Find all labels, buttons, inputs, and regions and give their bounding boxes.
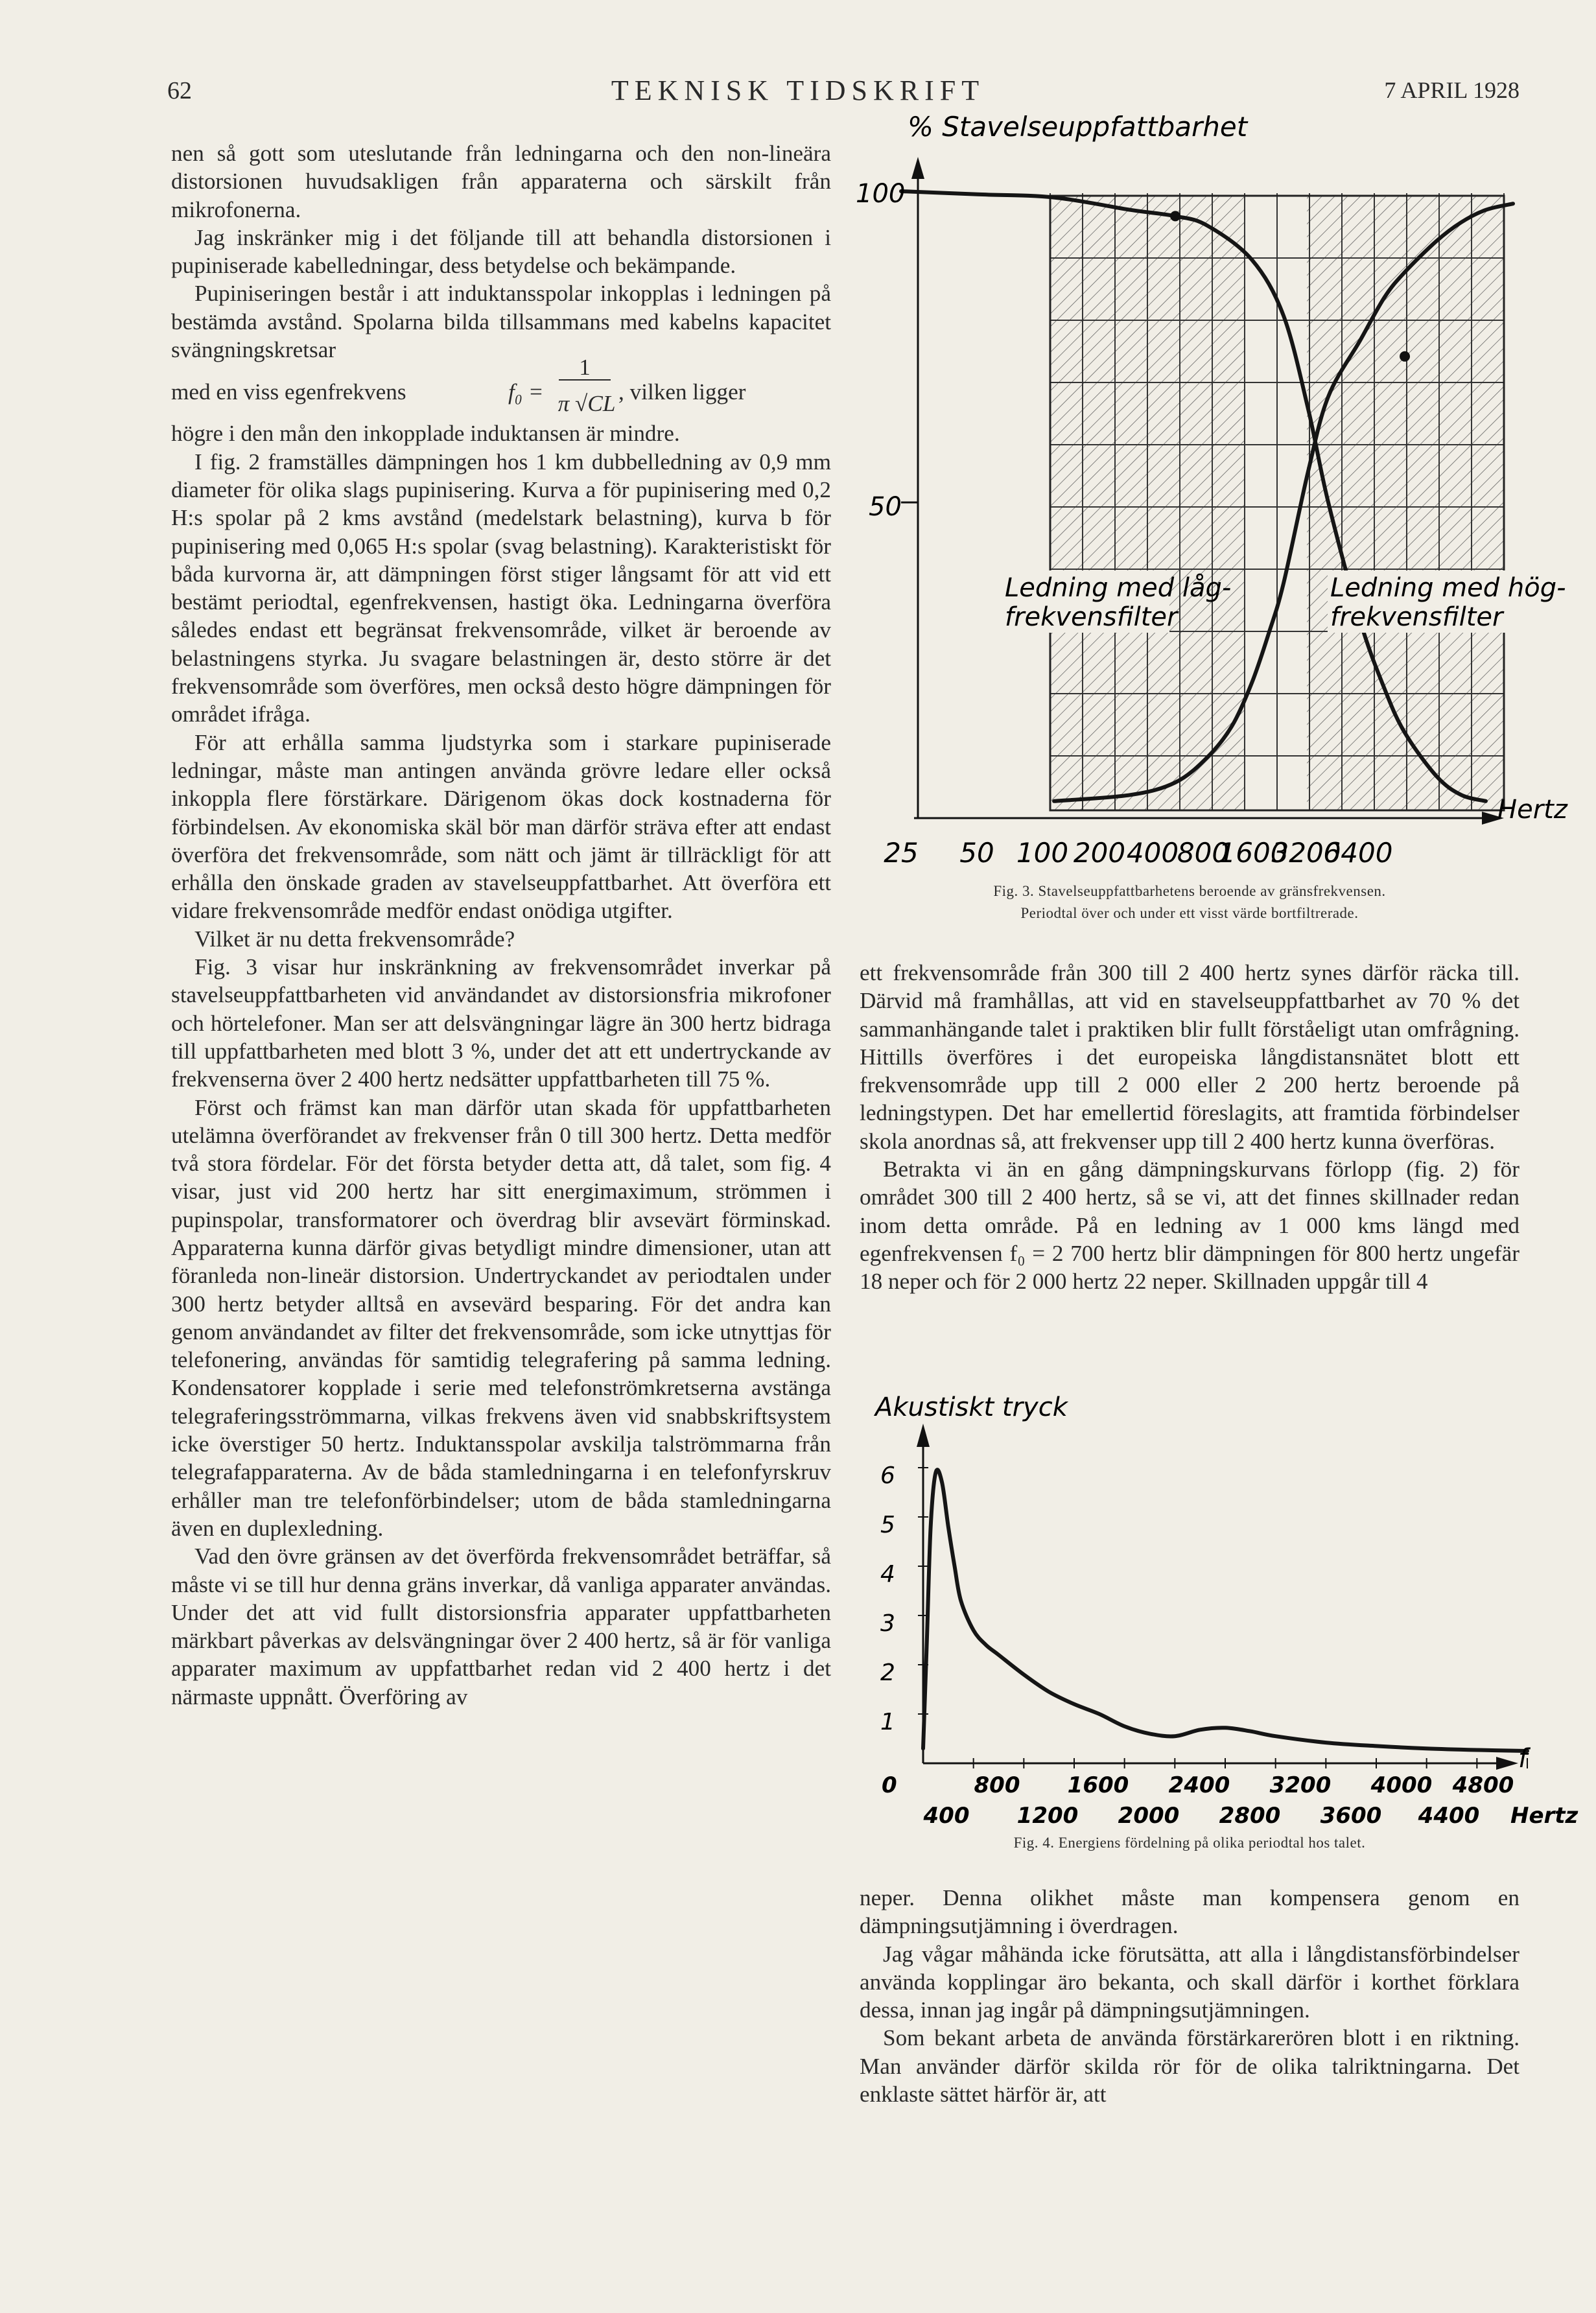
x-tick-label: 4800 [1452,1772,1514,1798]
paragraph: ett frekvensområde från 300 till 2 400 hertz synes därför räcka till. Därvid må framhållas, att vid en stavelseuppfattbarhet av 70 % det sammanhängande talet i praktiken blir fullt förståeligt utan omfrågning. Hittills överföres i det europeiska långdistansnätet blott ett frekvensområde upp till 2 000 eller 2 200 hertz beroende på ledningstypen. Det har emellertid föreslagits, att framtida förbindelser skola anordnas så, att frekvenser upp till 2 400 hertz kunna överföras. [860,960,1520,1154]
series-label-high: Ledning med hög- [1330,573,1566,603]
x-tick-label: 3200 [1269,1772,1332,1798]
y-axis-arrow [917,1424,930,1447]
x-tick-label: 400 [923,1803,970,1829]
paragraph: högre i den mån den inkopplade induktansen är mindre. [171,421,680,447]
x-tick-label: 4000 [1370,1772,1433,1798]
y-axis-arrow [911,157,924,179]
right-column-top [860,959,1520,1296]
figure-4-caption: Fig. 4. Energiens fördelning på olika periodtal hos talet. [1013,1835,1366,1851]
chart-axes [917,1424,1527,1770]
x-tick-label: 3600 [1320,1803,1382,1829]
x-tick-label: 800 [974,1772,1020,1798]
paragraph: Jag vågar måhända icke förutsätta, att alla i långdistansförbindelser använda kopplingar äro bekanta, och skall därför i korthet förklara dessa, innan jag ingår på dämpningsutjämningen. [860,1941,1520,2023]
paragraph: nen så gott som uteslutande från ledningarna och den non-lineära distorsionen huvudsakligen från apparaterna och särskilt från mikrofonerna. [171,141,831,222]
right-column-bottom [860,1884,1520,2108]
x-tick-labels [882,1772,1578,1829]
series-label-high: frekvensfilter [1330,602,1503,632]
chart-grid [901,157,1504,825]
y-tick-label: 4 [880,1561,895,1588]
figure-3-chart [856,110,1595,875]
series-line-energy [923,1470,1527,1751]
y-tick-label: 100 [856,179,906,209]
equation [171,355,831,419]
x-tick-label: 1600 [1218,837,1288,869]
x-tick-label: 4400 [1418,1803,1480,1829]
x-tick-label: 1600 [1067,1772,1129,1798]
equation-lhs: f₀ = [508,379,544,405]
paragraph: I fig. 2 framställes dämpningen hos 1 km dubbelledning av 0,9 mm diameter för olika slags pupinisering. Kurva a för pupinisering med 0,2 H:s spolar på 2 kms avstånd (medelstark belastning), kurva b för pupinisering med 0,065 H:s spolar (svag belastning). Karakteristiskt för båda kurvorna är, att dämpningen först stiger långsamt för att vid ett bestämt periodtal, egenfrekvensen, hastigt öka. Ledningarna överföra således endast ett begränsat frekvensområde, vilket är beroende av belastningens styrka. Ju svagare belastningen är, desto större är det frekvensområde som överföres, men också desto högre dämpningen för området ifråga. [171,449,831,727]
figure-4-chart [862,1387,1578,1841]
x-axis-f: f [1518,1744,1528,1774]
y-tick-label: 50 [869,492,902,522]
x-axis-label: Hertz [1510,1803,1578,1829]
y-tick-labels [880,1462,895,1735]
equation-tail: , vilken ligger [618,379,746,405]
x-tick-label: 50 [959,837,994,869]
x-tick-label: 800 [1177,837,1230,869]
y-tick-label: 1 [880,1709,895,1735]
x-tick-label: 0 [882,1772,897,1798]
series-label-low: frekvensfilter [1005,602,1178,632]
x-tick-label: 400 [1126,837,1179,869]
series-label-low: Ledning med låg- [1005,573,1232,603]
x-axis-arrow [1496,1757,1518,1770]
paragraph: Jag inskränker mig i det följande till att behandla distorsionen i pupiniserade kabelledningar, dess betydelse och bekämpande. [171,224,831,279]
x-tick-label: 6400 [1323,837,1393,869]
journal-title: TEKNISK TIDSKRIFT [611,75,985,106]
paragraph: Fig. 3 visar hur inskränkning av frekvensområdet inverkar på stavelseuppfattbarheten vid användandet av distorsionsfria mikrofoner och hörtelefoner. Man ser att delsvängningar lägre än 300 hertz bidraga till uppfattbarheten med blott 3 %, under det att ett undertryckande av frekvenserna över 2 400 hertz nedsätter uppfattbarheten till 75 %. [171,954,831,1092]
figure-3-caption [862,880,1517,924]
y-axis-label: % Stavelseuppfattbarhet [908,111,1248,143]
y-tick-label: 6 [880,1462,895,1489]
x-tick-label: 3200 [1271,837,1341,869]
x-tick-label: 25 [884,837,919,869]
equation-denominator: π √CL [557,391,616,417]
x-tick-labels [884,837,1392,869]
page-number: 62 [167,77,192,104]
paragraph: Pupiniseringen består i att induktansspolar inkopplas i ledningen på bestämda avstånd. Spolarna bilda tillsammans med kabelns kapacitet svängningskretsar [171,281,831,363]
paragraph: Vad den övre gränsen av det överförda frekvensområdet beträffar, så måste vi se till hur denna gräns inverkar, då vanliga apparater användas. Under det att vid fullt distorsionsfria apparater uppfattbarheten märkbart påverkas av delsvängningar över 2 400 hertz, så är för vanliga apparater maximum av uppfattbarhet redan vid 2 400 hertz i det närmaste uppnått. Överföring av [171,1544,831,1709]
x-tick-label: 2400 [1168,1772,1230,1798]
chart-series [923,1470,1527,1751]
equation-numerator: 1 [579,355,591,381]
x-tick-label: 100 [1016,837,1069,869]
y-tick-label: 3 [880,1610,895,1637]
paragraph: Först och främst kan man därför utan skada för uppfattbarheten utelämna överförandet av frekvenser från 0 till 300 hertz. Detta medför två stora fördelar. För det första betyder detta att, då talet, som fig. 4 visar, just vid 200 hertz har sitt energimaximum, strömmen i pupinspolar, transformatorer och överdrag blir avsevärt förminskad. Apparaterna kunna därför givas betydligt mindre dimensioner, utan att föranleda non-lineär distorsion. Undertryckandet av periodtalen under 300 hertz betyder alltså en avsevärd besparing. För det andra kan genom användandet av filter det frekvensområde, som icke utnyttjas för telefonering, användas för samtidig telegrafering på samma ledning. Kondensatorer kopplade i serie med telefonströmkretserna avstänga telegraferingsströmmarna, vilkas frekvens även vid snabbskriftsystem icke överstiger 50 hertz. Induktansspolar avskilja talströmmarna från telegrafapparaterna. Av de båda stamledningarna i en telefonfyrskruv erhåller man tre telefonförbindelser; utom de båda stamledningarna även en duplexledning. [171,1094,831,1541]
caption-line: Periodtal över och under ett visst värde bortfiltrerade. [1020,905,1359,921]
data-point [1170,211,1180,221]
issue-date: 7 APRIL 1928 [1384,77,1520,103]
paragraph: Betrakta vi än en gång dämpningskurvans förlopp (fig. 2) för området 300 till 2 400 hertz, så se vi, att det finnes skillnader redan inom detta område. På en ledning av 1 000 kms längd med egenfrekvensen f₀ = 2 700 hertz blir dämpningen för 800 hertz ungefär 18 neper och för 2 000 hertz 22 neper. Skillnaden uppgår till 4 [860,1156,1520,1295]
left-column [171,139,831,1711]
paragraph: Som bekant arbeta de använda förstärkarerören blott i en riktning. Man använder därför skilda rör för de olika talriktningarna. Det enklaste sättet härför är, att [860,2025,1520,2108]
data-point [1400,351,1410,362]
y-axis-label: Akustiskt tryck [875,1392,1068,1422]
x-axis-label: Hertz [1497,795,1567,825]
x-tick-label: 2000 [1118,1803,1180,1829]
paragraph: neper. Denna olikhet måste man kompensera genom en dämpningsutjämning i överdragen. [860,1885,1520,1939]
y-tick-label: 2 [880,1660,895,1686]
y-tick-label: 5 [880,1512,895,1538]
x-tick-label: 200 [1073,837,1126,869]
hatched-region [1307,196,1504,810]
x-tick-label: 1200 [1016,1803,1079,1829]
equation-intro: med en viss egenfrekvens [171,379,406,405]
paragraph: Vilket är nu detta frekvensområde? [194,926,515,952]
paragraph: För att erhålla samma ljudstyrka som i starkare pupiniserade ledningar, måste man antingen använda grövre ledare eller också inkoppla flere förstärkare. Därigenom ökas dock kostnaderna för förbindelsen. Av ekonomiska skäl bör man därför sträva efter att endast överföra det frekvensområde, som nätt och jämt är tillräckligt för att erhålla den önskade graden av stavelseuppfattbarhet. Att överföra ett vidare frekvensområde medför endast onödiga utgifter. [171,729,831,924]
caption-line: Fig. 3. Stavelseuppfattbarhetens beroende av gränsfrekvensen. [993,883,1386,899]
x-tick-label: 2800 [1219,1803,1281,1829]
